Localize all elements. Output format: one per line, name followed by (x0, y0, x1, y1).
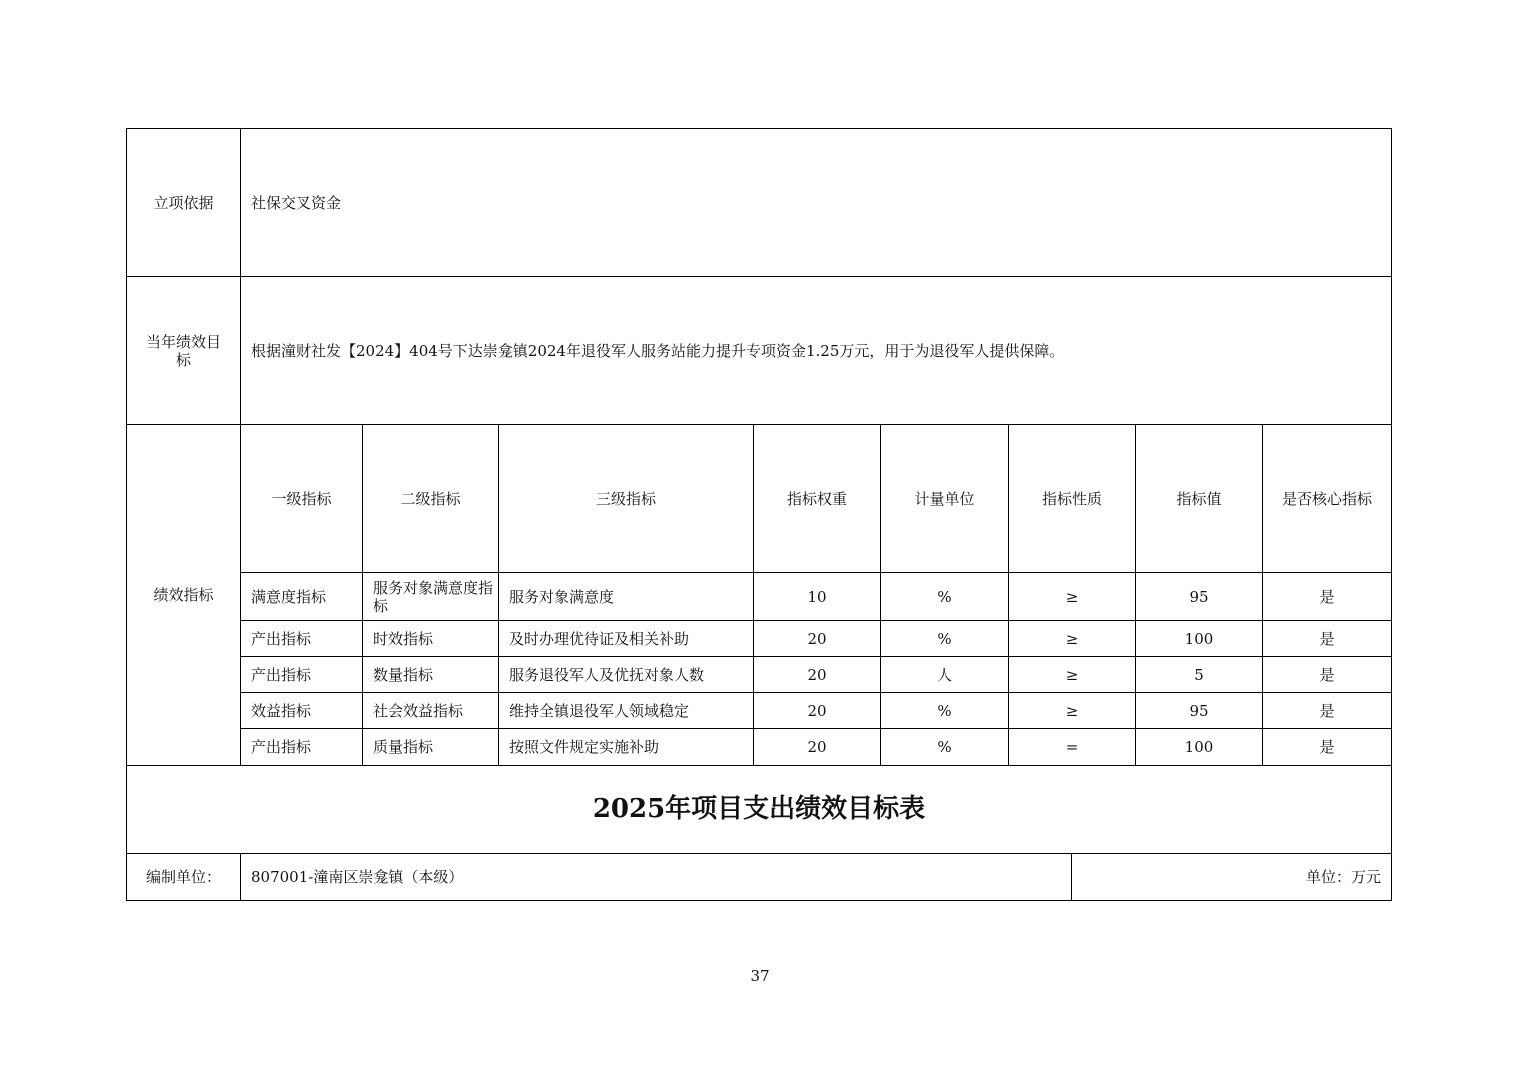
cell-nature: ≥ (1009, 621, 1136, 657)
cell-level1: 效益指标 (241, 693, 363, 729)
cell-nature: ≥ (1009, 693, 1136, 729)
cell-nature: = (1009, 729, 1136, 766)
cell-level2: 质量指标 (363, 729, 499, 766)
cell-weight: 20 (754, 693, 881, 729)
cell-weight: 10 (754, 573, 881, 621)
cell-level2: 时效指标 (363, 621, 499, 657)
cell-level1: 产出指标 (241, 621, 363, 657)
cell-weight: 20 (754, 657, 881, 693)
cell-core: 是 (1263, 621, 1392, 657)
cell-level1: 满意度指标 (241, 573, 363, 621)
cell-core: 是 (1263, 693, 1392, 729)
cell-nature: ≥ (1009, 573, 1136, 621)
header-core: 是否核心指标 (1263, 425, 1392, 573)
basis-label: 立项依据 (127, 129, 241, 277)
cell-core: 是 (1263, 729, 1392, 766)
cell-level3: 服务退役军人及优抚对象人数 (499, 657, 754, 693)
cell-level1: 产出指标 (241, 729, 363, 766)
cell-level3: 服务对象满意度 (499, 573, 754, 621)
cell-unit: 人 (881, 657, 1009, 693)
table-row (127, 573, 1392, 621)
org-label: 编制单位： (127, 854, 241, 901)
header-weight: 指标权重 (754, 425, 881, 573)
performance-table (126, 128, 1392, 766)
cell-value: 100 (1136, 621, 1263, 657)
table-row (127, 729, 1392, 766)
cell-value: 95 (1136, 693, 1263, 729)
goal-label: 当年绩效目标 (127, 277, 241, 425)
cell-level2: 数量指标 (363, 657, 499, 693)
indicators-label: 绩效指标 (127, 425, 241, 766)
cell-value: 100 (1136, 729, 1263, 766)
cell-weight: 20 (754, 621, 881, 657)
header-level3: 三级指标 (499, 425, 754, 573)
unit-row (127, 854, 1392, 901)
cell-unit: % (881, 573, 1009, 621)
table-row (127, 693, 1392, 729)
cell-level3: 维持全镇退役军人领域稳定 (499, 693, 754, 729)
cell-weight: 20 (754, 729, 881, 766)
document-title: 2025年项目支出绩效目标表 (127, 766, 1392, 854)
currency-unit: 单位：万元 (1072, 854, 1392, 901)
cell-core: 是 (1263, 573, 1392, 621)
cell-level3: 按照文件规定实施补助 (499, 729, 754, 766)
cell-level2: 服务对象满意度指标 (363, 573, 499, 621)
cell-core: 是 (1263, 657, 1392, 693)
title-section (126, 765, 1392, 901)
header-level2: 二级指标 (363, 425, 499, 573)
cell-level3: 及时办理优待证及相关补助 (499, 621, 754, 657)
cell-value: 95 (1136, 573, 1263, 621)
title-row (127, 766, 1392, 854)
cell-level2: 社会效益指标 (363, 693, 499, 729)
cell-level1: 产出指标 (241, 657, 363, 693)
cell-unit: % (881, 693, 1009, 729)
org-value: 807001-潼南区崇龛镇（本级） (241, 854, 1072, 901)
basis-row (127, 129, 1392, 277)
table-row (127, 657, 1392, 693)
cell-unit: % (881, 729, 1009, 766)
cell-value: 5 (1136, 657, 1263, 693)
page-number: 37 (750, 967, 770, 985)
header-unit: 计量单位 (881, 425, 1009, 573)
header-value: 指标值 (1136, 425, 1263, 573)
header-nature: 指标性质 (1009, 425, 1136, 573)
table-row (127, 621, 1392, 657)
cell-nature: ≥ (1009, 657, 1136, 693)
header-level1: 一级指标 (241, 425, 363, 573)
cell-unit: % (881, 621, 1009, 657)
goal-row (127, 277, 1392, 425)
basis-value: 社保交叉资金 (241, 129, 1392, 277)
goal-value: 根据潼财社发【2024】404号下达崇龛镇2024年退役军人服务站能力提升专项资金1.25万元，用于为退役军人提供保障。 (241, 277, 1392, 425)
indicator-header-row (127, 425, 1392, 573)
